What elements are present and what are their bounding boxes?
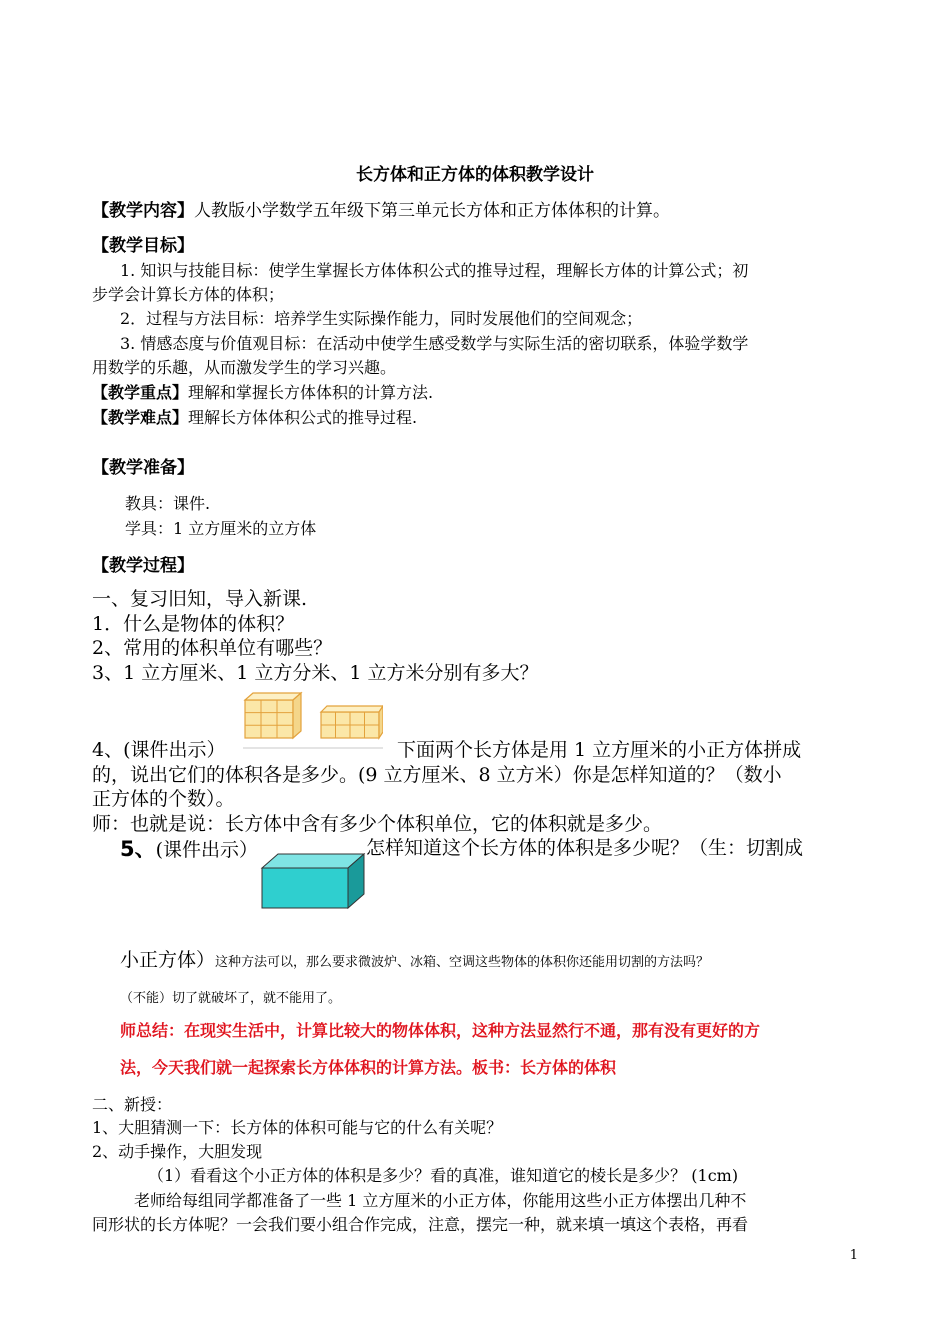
process-p10-b: 这种方法可以，那么要求微波炉、冰箱、空调这些物体的体积你还能用切割的方法吗？ [215,955,710,970]
cube-block-4x2-icon [321,706,383,738]
new-lesson-n1: 1、大胆猜测一下：长方体的体积可能与它的什么有关呢？ [92,1118,503,1137]
key-text: 理解和掌握长方体体积的计算方法. [188,383,434,402]
page-number: 1 [849,1248,858,1263]
content-label: 【教学内容】 [92,201,194,221]
process-p6: 的，说出它们的体积各是多少。(9 立方厘米、8 立方米）你是怎样知道的？（数小 [92,764,782,786]
process-p5-b: 下面两个长方体是用 1 立方厘米的小正方体拼成 [397,739,802,761]
difficulty-text: 理解长方体体积公式的推导过程. [188,408,418,427]
goal-3a: 3. 情感态度与价值观目标：在活动中使学生感受数学与实际生活的密切联系，体验学数学 [120,334,749,353]
new-lesson-n4: 老师给每组同学都准备了一些 1 立方厘米的小正方体，你能用这些小正方体摆出几种不 [134,1191,747,1210]
new-lesson-heading: 二、新授： [92,1095,173,1114]
page-title: 长方体和正方体的体积教学设计 [356,165,594,185]
summary-line-1: 师总结：在现实生活中，计算比较大的物体体积，这种方法显然行不通，那有没有更好的方 [120,1021,761,1040]
new-lesson-n3: （1）看看这个小正方体的体积是多少？看的真准，谁知道它的棱长是多少？ (1cm) [148,1166,739,1185]
prep-label: 【教学准备】 [92,458,194,478]
process-p5-a: 4、(课件出示） [92,739,226,761]
unit-cubes-figure [243,690,383,750]
difficulty-label: 【教学难点】 [92,408,189,427]
content-text: 人教版小学数学五年级下第三单元长方体和正方体体积的计算。 [194,201,670,221]
process-p4: 3、1 立方厘米、1 立方分米、1 立方米分别有多大？ [92,662,539,684]
process-p9-line [120,833,258,863]
prep-tool-1: 教具：课件. [125,494,211,513]
goal-1b: 步学会计算长方体的体积； [92,285,285,304]
process-p8: 师：也就是说：长方体中含有多少个体积单位，它的体积就是多少。 [92,813,663,835]
cube-block-3x3-icon [245,693,301,738]
process-p2: 1．什么是物体的体积？ [92,613,295,635]
process-p9-courseware: (课件出示） [155,839,259,861]
new-lesson-n5: 同形状的长方体呢？一会我们要小组合作完成，注意，摆完一种，就来填一填这个表格，再看 [92,1215,749,1234]
process-p10-a: 小正方体） [120,949,216,971]
process-p3: 2、常用的体积单位有哪些？ [92,637,333,659]
process-label: 【教学过程】 [92,556,194,576]
process-p10-line [120,945,709,972]
summary-line-2: 法，今天我们就一起探索长方体体积的计算方法。板书：长方体的体积 [120,1058,617,1077]
process-p11: （不能）切了就破坏了，就不能用了。 [120,991,342,1006]
goal-3b: 用数学的乐趣，从而激发学生的学习兴趣。 [92,358,397,377]
new-lesson-n2: 2、动手操作，大胆发现 [92,1142,263,1161]
content-line [92,196,670,221]
prep-tool-2: 学具：1 立方厘米的立方体 [125,519,317,538]
process-p1: 一、复习旧知，导入新课. [92,588,308,610]
goals-label: 【教学目标】 [92,236,194,256]
process-p7: 正方体的个数）。 [92,788,235,810]
difficulty-line [92,405,417,428]
process-p9-question: 怎样知道这个长方体的体积是多少呢？（生：切割成 [366,837,804,859]
process-p9-number: 5、 [120,837,156,861]
key-label: 【教学重点】 [92,383,189,402]
goal-1a: 1. 知识与技能目标：使学生掌握长方体体积公式的推导过程，理解长方体的计算公式；初 [120,261,749,280]
goal-2: 2．过程与方法目标：培养学生实际操作能力，同时发展他们的空间观念； [120,309,643,328]
cuboid-figure-icon [258,850,368,912]
key-line [92,380,433,403]
